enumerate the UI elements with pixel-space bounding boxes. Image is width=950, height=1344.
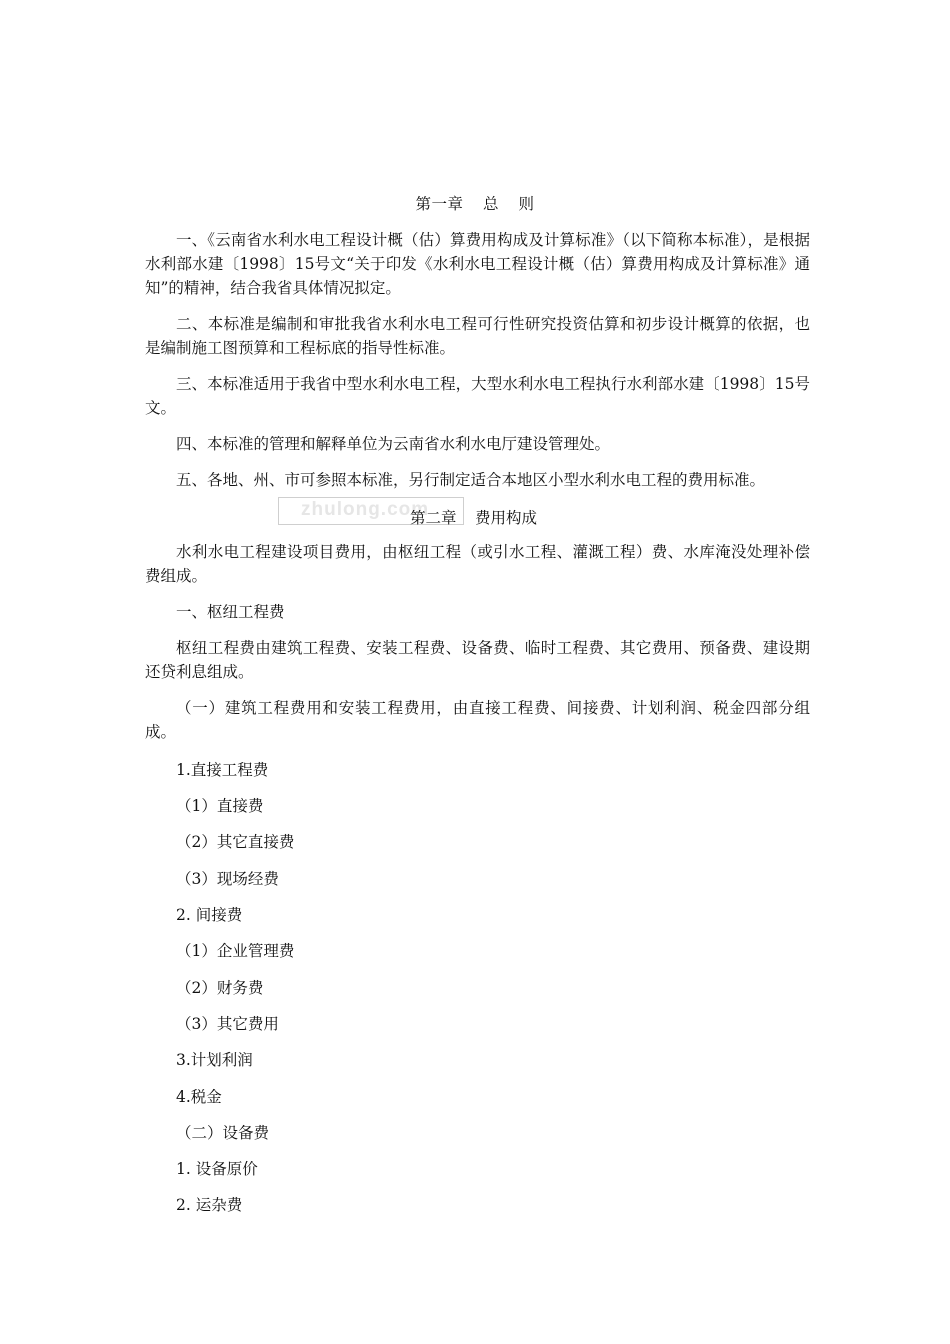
list-item: （2）其它直接费: [176, 833, 295, 851]
chapter-1-label: 第一章: [415, 195, 464, 213]
section-heading-1: 一、枢纽工程费: [176, 603, 285, 621]
paragraph-7: 枢纽工程费由建筑工程费、安装工程费、设备费、临时工程费、其它费用、预备费、建设期还贷利息组成。: [145, 639, 810, 681]
chapter-1-title: [0, 192, 950, 214]
chapter-2-label: 第二章: [410, 509, 457, 527]
paragraph-6: 水利水电工程建设项目费用，由枢纽工程（或引水工程、灌溉工程）费、水库淹没处理补偿费组成。: [145, 543, 810, 585]
list-item: （二）设备费: [176, 1124, 270, 1142]
list-item: 3.计划利润: [176, 1051, 253, 1069]
list-item: （1）直接费: [176, 797, 264, 815]
chapter-1-title-char-1: 总: [482, 195, 499, 213]
paragraph-8: （一）建筑工程费用和安装工程费用，由直接工程费、间接费、计划利润、税金四部分组成。: [145, 699, 810, 741]
watermark-logo: zhulong.com: [301, 499, 430, 520]
list-item: （3）其它费用: [176, 1015, 279, 1033]
paragraph-2: 二、本标准是编制和审批我省水利水电工程可行性研究投资估算和初步设计概算的依据，也是编制施工图预算和工程标底的指导性标准。: [145, 315, 810, 357]
list-item: （2）财务费: [176, 979, 264, 997]
chapter-2-heading: [265, 497, 685, 529]
list-item: （3）现场经费: [176, 870, 279, 888]
list-item: （1）企业管理费: [176, 942, 295, 960]
paragraph-5: 五、各地、州、市可参照本标准，另行制定适合本地区小型水利水电工程的费用标准。: [176, 471, 766, 489]
chapter-1-title-char-2: 则: [518, 195, 535, 213]
list-item: 4.税金: [176, 1088, 222, 1106]
list-item: 2. 间接费: [176, 906, 243, 924]
paragraph-3: 三、本标准适用于我省中型水利水电工程，大型水利水电工程执行水利部水建〔1998〕15号文。: [145, 375, 810, 417]
chapter-2-title: 费用构成: [475, 509, 538, 527]
list-item: 2. 运杂费: [176, 1196, 243, 1214]
paragraph-4: 四、本标准的管理和解释单位为云南省水利水电厅建设管理处。: [176, 435, 611, 453]
paragraph-1: 一、《云南省水利水电工程设计概（估）算费用构成及计算标准》（以下简称本标准），是根据水利部水建〔1998〕15号文“关于印发《水利水电工程设计概（估）算费用构成及计算标准》通知”的精神，结合我省具体情况拟定。: [145, 231, 810, 297]
list-item: 1. 设备原价: [176, 1160, 258, 1178]
list-item: 1.直接工程费: [176, 761, 269, 779]
